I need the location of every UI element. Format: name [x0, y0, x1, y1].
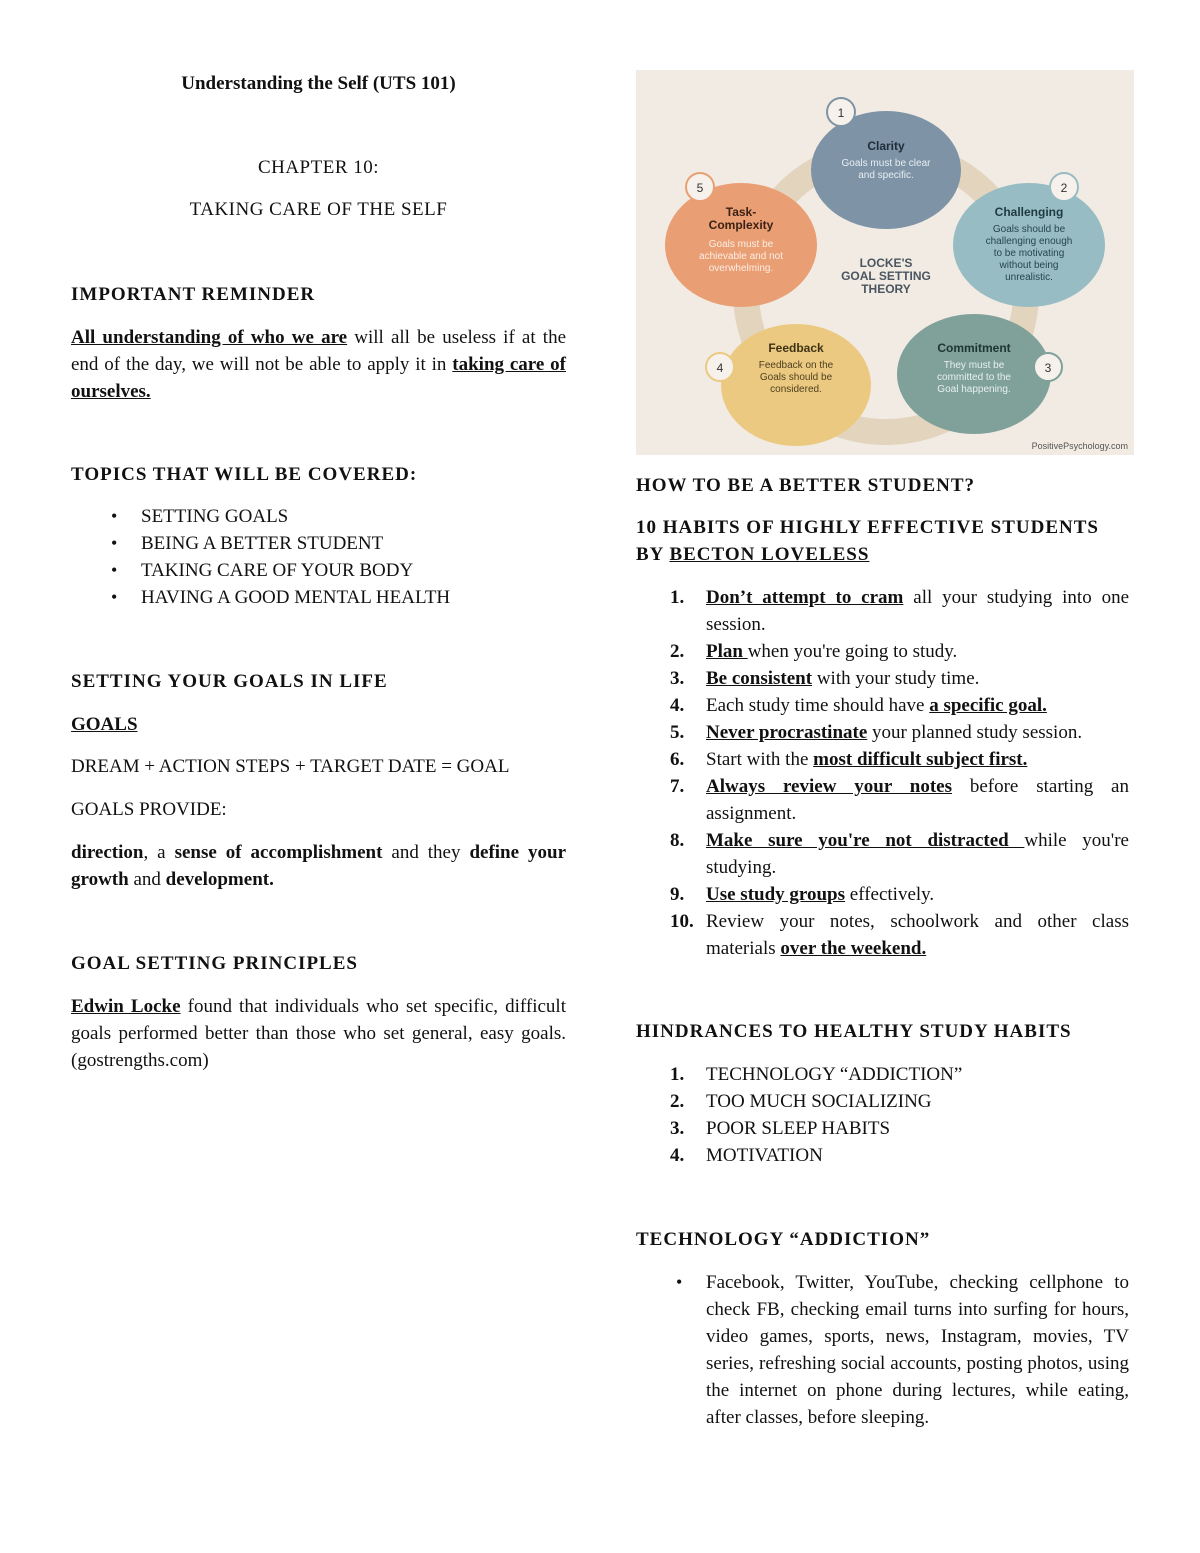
document-title: Understanding the Self (UTS 101)	[181, 73, 456, 94]
node-desc: Goals must be	[708, 239, 774, 250]
node-desc: Goal happening.	[937, 384, 1011, 395]
habit-item: 1. Don’t attempt to cram all your studying into one session.	[636, 584, 1129, 638]
principles-text: Edwin Locke found that individuals who set specific, difficult goals performed better than those who set general, easy goals. (gostrengths.com)	[71, 996, 566, 1071]
node-desc: unrealistic.	[1005, 272, 1053, 283]
item-number: 2.	[670, 1091, 685, 1112]
item-number: 4.	[670, 1145, 685, 1166]
item-number: 2.	[670, 641, 685, 662]
goal-setting-theory-diagram	[636, 70, 1134, 455]
habit-emphasis: a specific goal.	[929, 695, 1047, 716]
left-column	[71, 70, 566, 1074]
node-title: Clarity	[867, 139, 905, 153]
habits-list	[636, 584, 1129, 962]
hindrance-item: 1. TECHNOLOGY “ADDICTION”	[636, 1061, 1129, 1088]
habit-item: 7. Always review your notes before starting an assignment.	[636, 773, 1129, 827]
node-title: Commitment	[937, 341, 1011, 355]
node-number: 3	[1044, 361, 1052, 375]
habit-emphasis: Be consistent	[706, 668, 813, 689]
item-number: 7.	[670, 776, 685, 797]
better-student-heading: HOW TO BE A BETTER STUDENT?	[636, 475, 976, 496]
habit-item: 5. Never procrastinate your planned study session.	[636, 719, 1129, 746]
topics-list	[71, 503, 566, 611]
list-item: • HAVING A GOOD MENTAL HEALTH	[71, 584, 566, 611]
goal-formula: DREAM + ACTION STEPS + TARGET DATE = GOAL	[71, 756, 510, 777]
list-item: • Facebook, Twitter, YouTube, checking cellphone to check FB, checking email turns into surfing for hours, video games, sports, news, Instagram, movies, TV series, refreshing social accounts, posting photos, using the internet on phone during lectures, while eating, after classes, before sleeping.	[636, 1269, 1129, 1431]
goal-setting-svg	[636, 70, 1134, 455]
list-item: • SETTING GOALS	[71, 503, 566, 530]
list-item: • TAKING CARE OF YOUR BODY	[71, 557, 566, 584]
habit-emphasis: Make sure you're not distracted	[706, 830, 1025, 851]
item-number: 3.	[670, 1118, 685, 1139]
hindrance-item: 2. TOO MUCH SOCIALIZING	[636, 1088, 1129, 1115]
node-desc: Goals should be	[759, 372, 833, 383]
node-title: Task-Complexity	[708, 205, 774, 232]
technology-list	[636, 1269, 1129, 1431]
principles-heading: GOAL SETTING PRINCIPLES	[71, 953, 358, 974]
node-desc: to be motivating	[993, 248, 1065, 259]
node-desc: and specific.	[858, 170, 914, 181]
node-desc: challenging enough	[985, 236, 1073, 247]
node-number: 4	[716, 361, 724, 375]
node-desc: Goals should be	[992, 224, 1066, 235]
hindrances-heading: HINDRANCES TO HEALTHY STUDY HABITS	[636, 1021, 1072, 1042]
habit-emphasis: over the weekend.	[780, 938, 927, 959]
node-desc: Feedback on the	[758, 360, 834, 371]
node-desc: overwhelming.	[708, 263, 774, 274]
habit-emphasis: Plan	[706, 641, 748, 662]
center-title-line: GOAL SETTING	[841, 269, 931, 283]
node-number: 5	[696, 181, 704, 195]
reminder-text: All understanding of who we are will all be useless if at the end of the day, we will not be able to apply it in taking care of ourselves.	[71, 327, 567, 402]
habit-item: 10. Review your notes, schoolwork and other class materials over the weekend.	[636, 908, 1129, 962]
center-title-line: LOCKE'S	[859, 256, 913, 270]
node-desc: without being	[999, 260, 1059, 271]
habits-heading: 10 HABITS OF HIGHLY EFFECTIVE STUDENTS BY BECTON LOVELESS	[636, 517, 1099, 565]
habit-item: 9. Use study groups effectively.	[636, 881, 1129, 908]
goals-provide-text: direction, a sense of accomplishment and they define your growth and development.	[71, 842, 567, 890]
item-number: 4.	[670, 695, 685, 716]
item-number: 3.	[670, 668, 685, 689]
habit-emphasis: Use study groups	[706, 884, 846, 905]
node-desc: They must be	[943, 360, 1005, 371]
figure-credit: PositivePsychology.com	[1031, 441, 1128, 451]
hindrance-item: 3. POOR SLEEP HABITS	[636, 1115, 1129, 1142]
chapter-number: CHAPTER 10:	[257, 157, 380, 178]
habit-item: 4. Each study time should have a specific goal.	[636, 692, 1129, 719]
habit-emphasis: Don’t attempt to cram	[706, 587, 904, 608]
node-desc: committed to the	[937, 372, 1011, 383]
node-desc: achievable and not	[699, 251, 783, 262]
center-title-line: THEORY	[861, 282, 911, 296]
item-number: 10.	[670, 911, 694, 932]
habit-emphasis: Always review your notes	[706, 776, 952, 797]
list-item: • BEING A BETTER STUDENT	[71, 530, 566, 557]
node-title: Challenging	[994, 205, 1064, 219]
habit-emphasis: Never procrastinate	[706, 722, 868, 743]
node-title: Feedback	[768, 341, 824, 355]
item-number: 6.	[670, 749, 685, 770]
node-desc: considered.	[770, 384, 822, 395]
hindrance-item: 4. MOTIVATION	[636, 1142, 1129, 1169]
habit-item: 2. Plan when you're going to study.	[636, 638, 1129, 665]
item-number: 1.	[670, 1064, 685, 1085]
technology-addiction-heading: TECHNOLOGY “ADDICTION”	[636, 1229, 931, 1250]
item-number: 5.	[670, 722, 685, 743]
right-column	[636, 472, 1129, 1431]
habit-emphasis: most difficult subject first.	[813, 749, 1028, 770]
goals-provide-label: GOALS PROVIDE:	[71, 799, 227, 820]
habit-item: 6. Start with the most difficult subject first.	[636, 746, 1129, 773]
habit-item: 8. Make sure you're not distracted while you're studying.	[636, 827, 1129, 881]
item-number: 9.	[670, 884, 685, 905]
item-number: 1.	[670, 587, 685, 608]
reminder-heading: IMPORTANT REMINDER	[71, 284, 316, 305]
node-number: 1	[837, 106, 845, 120]
node-desc: Goals must be clear	[841, 158, 931, 169]
goals-life-heading: SETTING YOUR GOALS IN LIFE	[71, 671, 388, 692]
chapter-title: TAKING CARE OF THE SELF	[189, 199, 448, 220]
hindrances-list	[636, 1061, 1129, 1169]
topics-heading: TOPICS THAT WILL BE COVERED:	[71, 464, 418, 485]
goals-heading: GOALS	[71, 714, 138, 735]
node-number: 2	[1060, 181, 1068, 195]
item-number: 8.	[670, 830, 685, 851]
habit-item: 3. Be consistent with your study time.	[636, 665, 1129, 692]
